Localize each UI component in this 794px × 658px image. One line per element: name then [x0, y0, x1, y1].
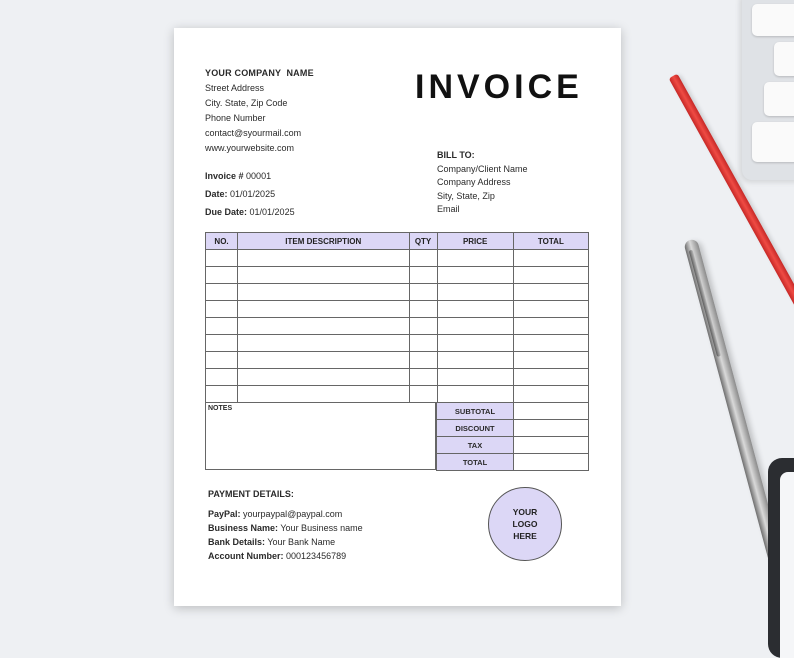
cell-qty — [409, 352, 437, 369]
table-row — [206, 284, 589, 301]
discount-label: DISCOUNT — [437, 420, 514, 437]
cell-description — [238, 369, 409, 386]
cell-total — [513, 301, 588, 318]
business-label: Business Name: — [208, 523, 279, 533]
keyboard-key — [752, 4, 794, 36]
cell-price — [437, 335, 513, 352]
paypal-value: yourpaypal@paypal.com — [243, 509, 343, 519]
cell-total — [513, 352, 588, 369]
cell-description — [238, 267, 409, 284]
notes-box — [205, 403, 436, 470]
table-row — [206, 267, 589, 284]
payment-bank — [208, 535, 363, 549]
items-body — [206, 250, 589, 403]
cell-total — [513, 386, 588, 403]
tablet — [768, 458, 794, 658]
cell-no — [206, 318, 238, 335]
cell-qty — [409, 318, 437, 335]
invoice-date-label: Date: — [205, 189, 228, 199]
cell-total — [513, 369, 588, 386]
cell-total — [513, 250, 588, 267]
cell-no — [206, 335, 238, 352]
cell-price — [437, 301, 513, 318]
invoice-due-date — [205, 203, 295, 221]
cell-total — [513, 284, 588, 301]
cell-price — [437, 267, 513, 284]
payment-business — [208, 521, 363, 535]
business-value: Your Business name — [280, 523, 363, 533]
table-row — [206, 301, 589, 318]
bank-label: Bank Details: — [208, 537, 266, 547]
cell-qty — [409, 267, 437, 284]
header-total: TOTAL — [513, 233, 588, 250]
items-header-row — [206, 233, 589, 250]
bank-value: Your Bank Name — [267, 537, 336, 547]
cell-description — [238, 284, 409, 301]
bill-to-city: Sity, State, Zip — [437, 190, 495, 201]
table-row — [206, 318, 589, 335]
invoice-title: INVOICE — [415, 68, 583, 106]
bill-to-block — [437, 149, 528, 217]
cell-no — [206, 386, 238, 403]
invoice-due-date-value: 01/01/2025 — [249, 207, 295, 217]
header-price: PRICE — [437, 233, 513, 250]
cell-qty — [409, 284, 437, 301]
logo-text: YOUR LOGO HERE — [512, 507, 538, 541]
subtotal-value — [514, 403, 589, 420]
cell-description — [238, 352, 409, 369]
keyboard-key — [764, 82, 794, 116]
table-row — [206, 369, 589, 386]
company-website: www.yourwebsite.com — [205, 143, 295, 153]
cell-description — [238, 250, 409, 267]
bill-to-heading: BILL TO: — [437, 150, 475, 160]
account-label: Account Number: — [208, 551, 284, 561]
company-phone: Phone Number — [205, 113, 266, 123]
cell-total — [513, 335, 588, 352]
payment-account — [208, 549, 363, 563]
paypal-label: PayPal: — [208, 509, 241, 519]
cell-description — [238, 301, 409, 318]
cell-qty — [409, 386, 437, 403]
summary-row — [437, 420, 589, 437]
payment-heading: PAYMENT DETAILS: — [208, 489, 294, 499]
company-block — [205, 66, 314, 156]
cell-no — [206, 301, 238, 318]
table-row — [206, 250, 589, 267]
invoice-date — [205, 185, 295, 203]
total-label: TOTAL — [437, 454, 514, 471]
company-street: Street Address — [205, 83, 265, 93]
summary-table — [436, 403, 589, 471]
keyboard — [742, 0, 794, 180]
total-value — [514, 454, 589, 471]
bill-to-email: Email — [437, 204, 460, 215]
cell-qty — [409, 335, 437, 352]
cell-price — [437, 352, 513, 369]
account-value: 000123456789 — [286, 551, 347, 561]
cell-qty — [409, 250, 437, 267]
company-email: contact@syourmail.com — [205, 128, 302, 138]
keyboard-key — [752, 122, 794, 162]
cell-total — [513, 267, 588, 284]
payment-details — [208, 487, 363, 563]
logo-placeholder — [488, 487, 562, 561]
invoice-page — [174, 28, 621, 606]
payment-paypal — [208, 507, 363, 521]
tablet-screen — [780, 472, 794, 658]
cell-qty — [409, 301, 437, 318]
invoice-date-value: 01/01/2025 — [230, 189, 276, 199]
cell-price — [437, 318, 513, 335]
cell-description — [238, 335, 409, 352]
header-no: NO. — [206, 233, 238, 250]
invoice-meta — [205, 167, 295, 221]
company-city: City. State, Zip Code — [205, 98, 288, 108]
table-row — [206, 386, 589, 403]
bill-to-name: Company/Client Name — [437, 163, 528, 174]
cell-description — [238, 318, 409, 335]
cell-no — [206, 284, 238, 301]
invoice-number — [205, 167, 295, 185]
cell-price — [437, 250, 513, 267]
items-table — [205, 232, 589, 403]
cell-price — [437, 369, 513, 386]
cell-price — [437, 386, 513, 403]
invoice-number-value: 00001 — [246, 171, 272, 181]
cell-description — [238, 386, 409, 403]
discount-value — [514, 420, 589, 437]
summary-row — [437, 454, 589, 471]
company-name: YOUR COMPANY NAME — [205, 68, 314, 78]
pen-clip — [689, 250, 721, 357]
cell-no — [206, 352, 238, 369]
keyboard-key — [774, 42, 794, 76]
table-row — [206, 352, 589, 369]
table-row — [206, 335, 589, 352]
summary-row — [437, 437, 589, 454]
bill-to-address: Company Address — [437, 177, 511, 188]
invoice-due-date-label: Due Date: — [205, 207, 248, 217]
notes-label: NOTES — [208, 405, 233, 412]
cell-qty — [409, 369, 437, 386]
header-qty: QTY — [409, 233, 437, 250]
summary-row — [437, 403, 589, 420]
subtotal-label: SUBTOTAL — [437, 403, 514, 420]
invoice-number-label: Invoice # — [205, 171, 244, 181]
tax-value — [514, 437, 589, 454]
cell-no — [206, 250, 238, 267]
cell-no — [206, 267, 238, 284]
tax-label: TAX — [437, 437, 514, 454]
header-description: ITEM DESCRIPTION — [238, 233, 409, 250]
cell-total — [513, 318, 588, 335]
cell-price — [437, 284, 513, 301]
cell-no — [206, 369, 238, 386]
